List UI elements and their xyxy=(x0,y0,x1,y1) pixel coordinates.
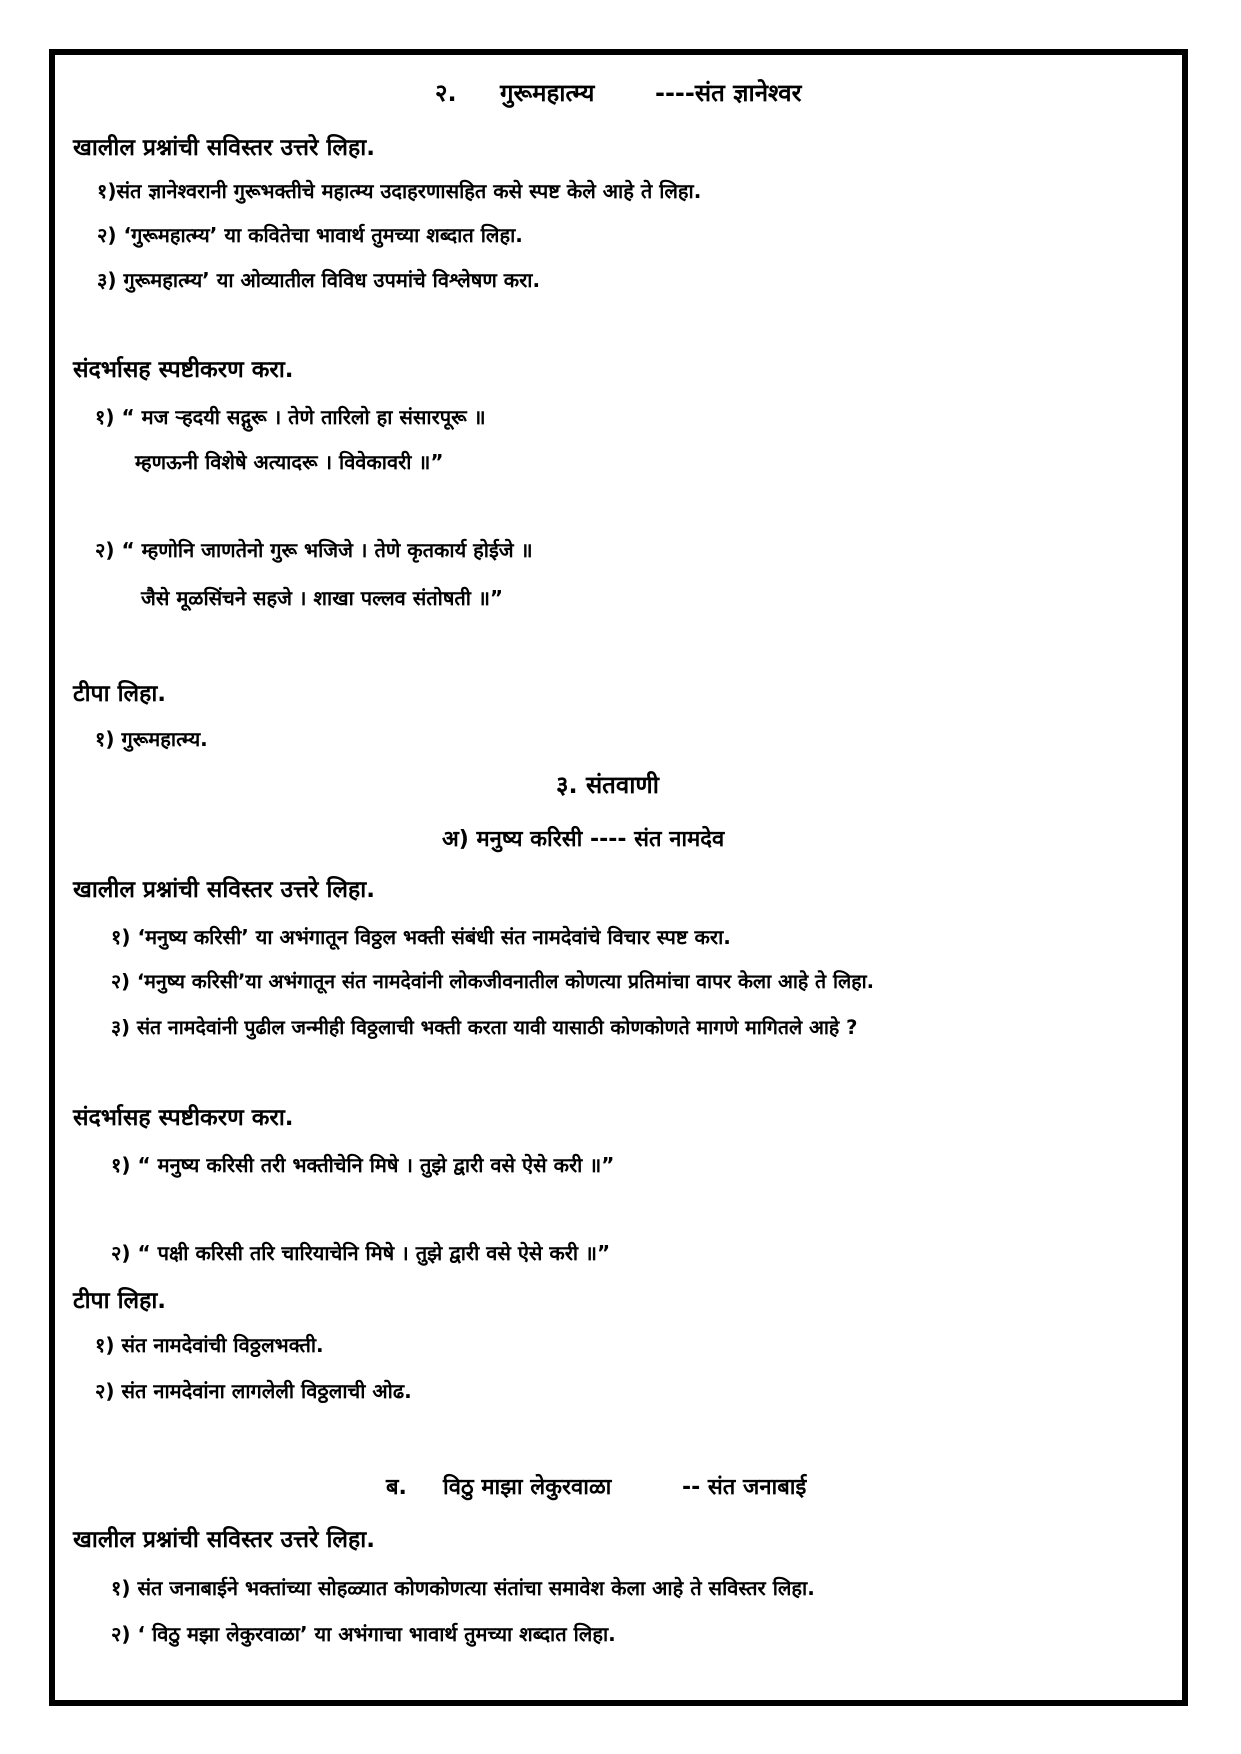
sec3-sub-b-number: ब. xyxy=(386,1475,407,1500)
sec2-title-name: गुरूमहात्म्य xyxy=(500,79,595,107)
sec2-reference-heading: संदर्भासह स्पष्टीकरण करा. xyxy=(73,357,294,383)
sec3a-reference-2: २) “ पक्षी करिसी तरि चारियाचेनि मिषे । तुझे द्वारी वसे ऐसे करी ॥” xyxy=(111,1241,611,1265)
sec3b-question-1: १) संत जनाबाईने भक्तांच्या सोहळ्यात कोणकोणत्या संतांचा समावेश केला आहे ते सविस्तर लिहा. xyxy=(111,1576,815,1600)
sec3-sub-b-author: -- संत जनाबाई xyxy=(682,1475,807,1500)
sec3a-reference-heading: संदर्भासह स्पष्टीकरण करा. xyxy=(73,1105,294,1131)
sec3-title: ३. संतवाणी xyxy=(556,771,659,799)
sec2-note-1: १) गुरूमहात्म्य. xyxy=(95,727,208,751)
sec3a-note-1: १) संत नामदेवांची विठ्ठलभक्ती. xyxy=(95,1333,324,1357)
sec3b-question-heading: खालील प्रश्नांची सविस्तर उत्तरे लिहा. xyxy=(73,1527,375,1553)
sec2-question-3: ३) गुरूमहात्म्य’ या ओव्यातील विविध उपमांचे विश्लेषण करा. xyxy=(97,268,541,292)
sec3-sub-a-title: अ) मनुष्य करिसी ---- संत नामदेव xyxy=(442,827,725,852)
sec2-note-heading: टीपा लिहा. xyxy=(73,681,167,707)
sec3a-question-2: २) ‘मनुष्य करिसी’या अभंगातून संत नामदेवांनी लोकजीवनातील कोणत्या प्रतिमांचा वापर केला आहे ते लिहा. xyxy=(111,970,875,993)
sec2-question-2: २) ‘गुरूमहात्म्य’ या कवितेचा भावार्थ तुमच्या शब्दात लिहा. xyxy=(97,223,523,247)
sec3-sub-b-name: विठु माझा लेकुरवाळा xyxy=(443,1475,612,1500)
sec2-title-number: २. xyxy=(435,79,457,107)
sec3a-reference-1: १) “ मनुष्य करिसी तरी भक्तीचेनि मिषे । तुझे द्वारी वसे ऐसे करी ॥” xyxy=(111,1153,615,1177)
sec3a-question-heading: खालील प्रश्नांची सविस्तर उत्तरे लिहा. xyxy=(73,877,375,903)
sec3a-question-1: १) ‘मनुष्य करिसी’ या अभंगातून विठ्ठल भक्ती संबंधी संत नामदेवांचे विचार स्पष्ट करा. xyxy=(111,925,731,949)
sec2-question-1: १)संत ज्ञानेश्वरानी गुरूभक्तीचे महात्म्य उदाहरणासहित कसे स्पष्ट केले आहे ते लिहा. xyxy=(97,179,702,203)
sec3a-note-heading: टीपा लिहा. xyxy=(73,1288,167,1314)
sec2-reference-1-line-2: म्हणऊनी विशेषे अत्यादरू । विवेकावरी ॥” xyxy=(135,450,444,474)
sec3b-question-2: २) ‘ विठु मझा लेकुरवाळा’ या अभंगाचा भावार्थ तुमच्या शब्दात लिहा. xyxy=(111,1622,616,1646)
sec2-question-heading: खालील प्रश्नांची सविस्तर उत्तरे लिहा. xyxy=(73,135,375,161)
sec2-reference-1-line-1: १) “ मज ऱ्हदयी सद्गुरू । तेणे तारिलो हा संसारपूरू ॥ xyxy=(95,405,486,429)
sec3a-question-3: ३) संत नामदेवांनी पुढील जन्मीही विठ्ठलाची भक्ती करता यावी यासाठी कोणकोणते मागणे मागितले आहे ? xyxy=(111,1016,858,1039)
sec2-title-author: ----संत ज्ञानेश्वर xyxy=(655,79,802,107)
sec3a-note-2: २) संत नामदेवांना लागलेली विठ्ठलाची ओढ. xyxy=(95,1379,412,1403)
sec2-reference-2-line-1: २) “ म्हणोनि जाणतेनो गुरू भजिजे । तेणे कृतकार्य होईजे ॥ xyxy=(95,538,533,562)
sec2-reference-2-line-2: जैसे मूळसिंचने सहजे । शाखा पल्लव संतोषती ॥” xyxy=(141,586,504,610)
